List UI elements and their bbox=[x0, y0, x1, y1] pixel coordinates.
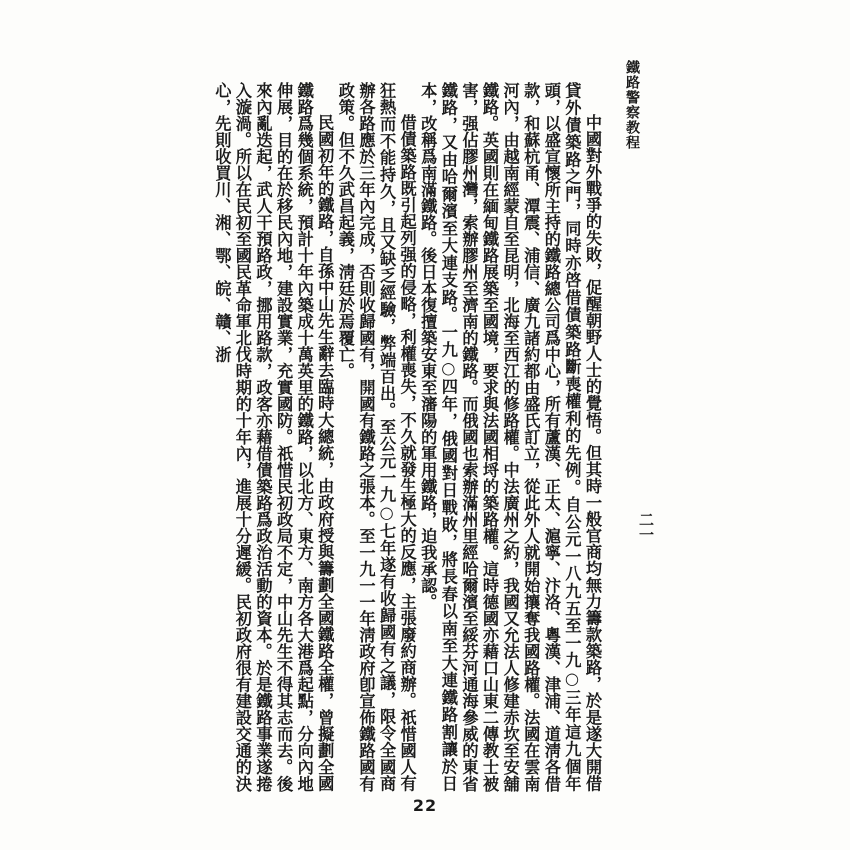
folio-number: 二一 bbox=[637, 512, 655, 542]
paragraph-3: 民國初年的鐵路，自孫中山先生辭去臨時大總統，由政府授與籌劃全國鐵路全權，曾擬劃全國鐵路爲幾個系統，預計十年內築成十萬英里的鐵路，以北方、東方、南方各大港爲起點，分向內地伸展，目的在於移民內地，建設實業，充實國防。祇惜民初政局不定，中山先生不得其志而去。後來內亂迭起，武人干預路政，挪用路款，政客亦藉借債築路爲政治活動的資本。於是鐵路事業遂捲入漩渦。所以在民初至國民革命軍北伐時期的十年內，進展十分遲緩。民初政府很有建設交通的決心，先則收買川、湘、鄂、皖、贛、浙 bbox=[212, 82, 335, 792]
paragraph-2: 借債築路既引起列强的侵略，利權喪失，不久就發生極大的反應，主張廢約商辦。祇惜國人有狂熱而不能持久，且又缺乏經驗，弊端百出。至公元一九○七年遂有收歸國有之議，限令全國商辦各路應於三年內完成，否則收歸國有，開國有鐵路之張本。至一九一一年淸政府卽宣佈鐵路國有政策。但不久武昌起義，淸廷於焉覆亡。 bbox=[335, 82, 417, 792]
body-text bbox=[198, 82, 602, 792]
page-number: 22 bbox=[412, 796, 438, 815]
paragraph-1: 中國對外戰爭的失敗，促醒朝野人士的覺悟。但其時一般官商均無力籌款築路，於是遂大開借貸外債築路之門，同時亦啓借債築路斷喪權利的先例。自公元一八九五至一九○三年這九個年頭，以盛宣懷所主持的鐵路總公司爲中心，所有蘆漢、正太、滬寧、汴洛、粵漢、津浦、道淸各借款，和蘇杭甬、潭震、浦信、廣九諸約都由盛氏訂立，從此外人就開始攘奪我國路權。法國在雲南河內，由越南經蒙自至昆明，北海至西江的修路權。中法廣州之約，我國又允法人修建赤坎至安舖鐵路。英國則在緬甸鐵路展築至國境，要求與法國相埒的築路權。這時德國亦藉口山東二傳教士被害，强佔膠州灣，索辦膠州至濟南的鐵路。而俄國也索辦滿州里經哈爾濱至綏芬河通海參威的東省鐵路，又由哈爾濱至大連支路。一九○四年，俄國對日戰敗，將長春以南至大連鐵路割讓於日本，改稱爲南滿鐵路。後日本復擅築安東至瀋陽的軍用鐵路，迫我承認。 bbox=[418, 82, 602, 792]
running-title: 鐵路警察教程 bbox=[624, 60, 640, 150]
